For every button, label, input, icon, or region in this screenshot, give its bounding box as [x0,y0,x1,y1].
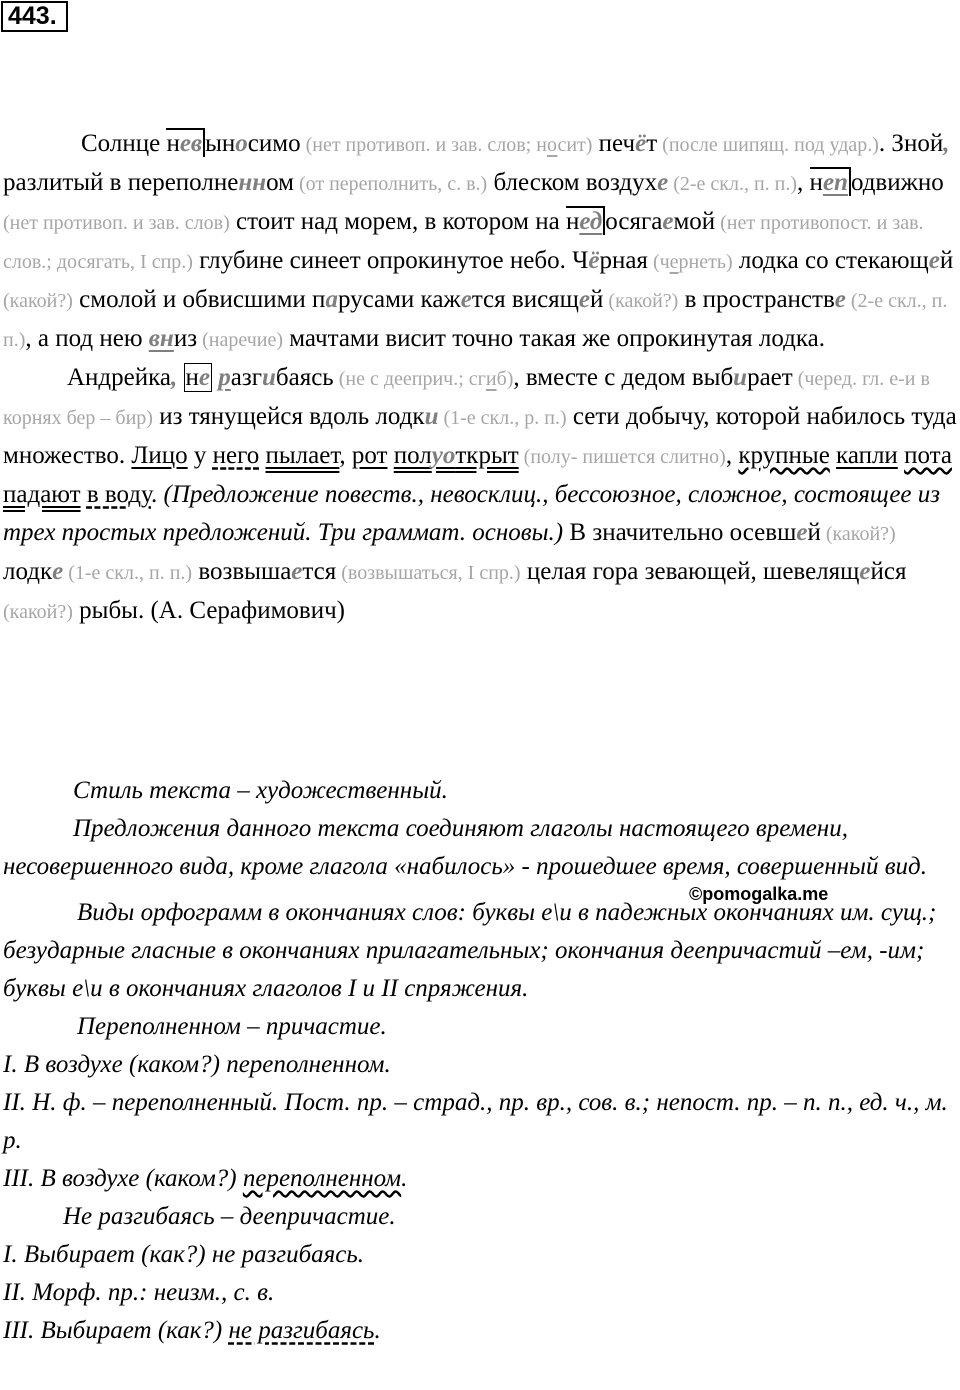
prefix-mark: неп [810,167,851,196]
participle-line-3: III. В воздухе (каком?) переполненном. [3,1165,408,1192]
prefix-mark: нев [166,128,205,157]
note: (возвышаться, I спр.) [336,562,521,584]
participle-line-1: I. В воздухе (каком?) переполненном. [3,1051,391,1078]
predicate: пылает [265,442,340,469]
attribute: пота [904,442,952,469]
note: (чернеть) [647,251,733,273]
note: (1-е скл., р. п.) [438,407,567,429]
analysis [3,772,960,1350]
note: (какой?) [820,523,896,545]
note: (какой?) [603,290,679,312]
style-line: Стиль текста – художественный. [73,777,448,804]
minor-member: него [212,442,260,469]
note: (нет противоп. и зав. слов; носит) [300,134,593,156]
predicate: полуоткрыт [393,442,519,469]
participle-title: Переполненном – причастие. [77,1013,387,1040]
note: (2-е скл., п. п.) [3,290,948,351]
paragraph-2: Андрейка, не разгибаясь (не с дееприч.; сгиб), вместе с дедом выбирает (черед. гл. е-и в корнях бер – бир) из тянущейся вдоль лодки (1-е скл., р. п.) сети добычу, которой набилось туда множество. Лицо у него пылает, рот полуоткрыт (полу- пишется слитно), крупные капли пота падают в воду. (Предложение повеств., невосклиц., бессоюзное, сложное, состоящее из трех простых предложений. Три граммат. основы.) В значительно осевшей (какой?) лодке (1-е скл., п. п.) возвышается (возвышаться, I спр.) целая гора зевающей, шевелящейся (какой?) рыбы. (А. Серафимович) [3,364,957,624]
boxed-particle: не [185,364,210,391]
note: (полу- пишется слитно) [518,446,726,468]
word: Солнце [81,130,167,157]
orthograms-paragraph: Виды орфограмм в окончаниях слов: буквы е\и в падежных окончаниях им. сущ.; безударные гласные в окончаниях прилагательных; окончания деепричастий –ем, -им; буквы е\и в окончаниях глаголов I и II спряжения. [3,899,937,1002]
note: (нет противопост. и зав. слов.; досягать, I спр.) [3,212,924,273]
exercise-number: 443. [1,1,68,32]
paragraph-1: Солнце нев ыносимо (нет противоп. и зав. слов; носит) печёт (после шипящ. под удар.). Зной, разлитый в переполненном (от переполнить, с. в.) блеском воздухе (2-е скл., п. п.), неп одвижно (нет противоп. и зав. слов) стоит над морем, в котором на нед осягаемой (нет противопост. и зав. слов.; досягать, I спр.) глубине синеет опрокинутое небо. Чёрная (чернеть) лодка со стекающей (какой?) смолой и обвисшими парусами кажется висящей (какой?) в пространстве (2-е скл., п. п.), а под нею вниз (наречие) мачтами висит точно такая же опрокинутая лодка. [3,130,954,352]
subject: рот [351,442,388,469]
note: (какой?) [3,601,73,623]
note: (наречие) [197,329,284,351]
exercise-text [3,125,960,631]
minor-member: в воду [86,481,152,508]
predicate: падают [3,481,81,508]
note: (нет противоп. и зав. слов) [3,212,230,234]
note: (2-е скл., п. п.) [668,173,798,195]
prefix-mark: нед [566,206,605,235]
participle-line-2: II. Н. ф. – переполненный. Пост. пр. – страд., пр. вр., сов. в.; непост. пр. – п. п., ед. ч., м. р. [3,1089,948,1154]
gerund-line-3: III. Выбирает (как?) не разгибаясь. [3,1317,381,1344]
note: (не с дееприч.; сгиб) [333,368,514,390]
verbs-paragraph: Предложения данного текста соединяют глаголы настоящего времени, несовершенного вида, кроме глагола «набилось» - прошедшее время, совершенный вид. [3,815,927,880]
note: (черед. гл. е-и в корнях бер – бир) [3,368,930,429]
note: (от переполнить, с. в.) [293,173,488,195]
watermark: ©pomogalka.me [689,884,829,904]
gerund-line-2: II. Морф. пр.: неизм., с. в. [3,1279,275,1306]
sentence-analysis: (Предложение повеств., невосклиц., бессоюзное, сложное, состоящее из трех простых предложений. Три граммат. основы.) [3,481,941,546]
note: (1-е скл., п. п.) [63,562,193,584]
note: (после шипящ. под удар.) [657,134,879,156]
note: (какой?) [3,290,73,312]
attribute: крупные [738,442,830,469]
subject: Лицо [131,442,188,469]
subject: капли [836,442,898,469]
gerund-title: Не разгибаясь – деепричастие. [63,1203,396,1230]
gerund-line-1: I. Выбирает (как?) не разгибаясь. [3,1241,365,1268]
